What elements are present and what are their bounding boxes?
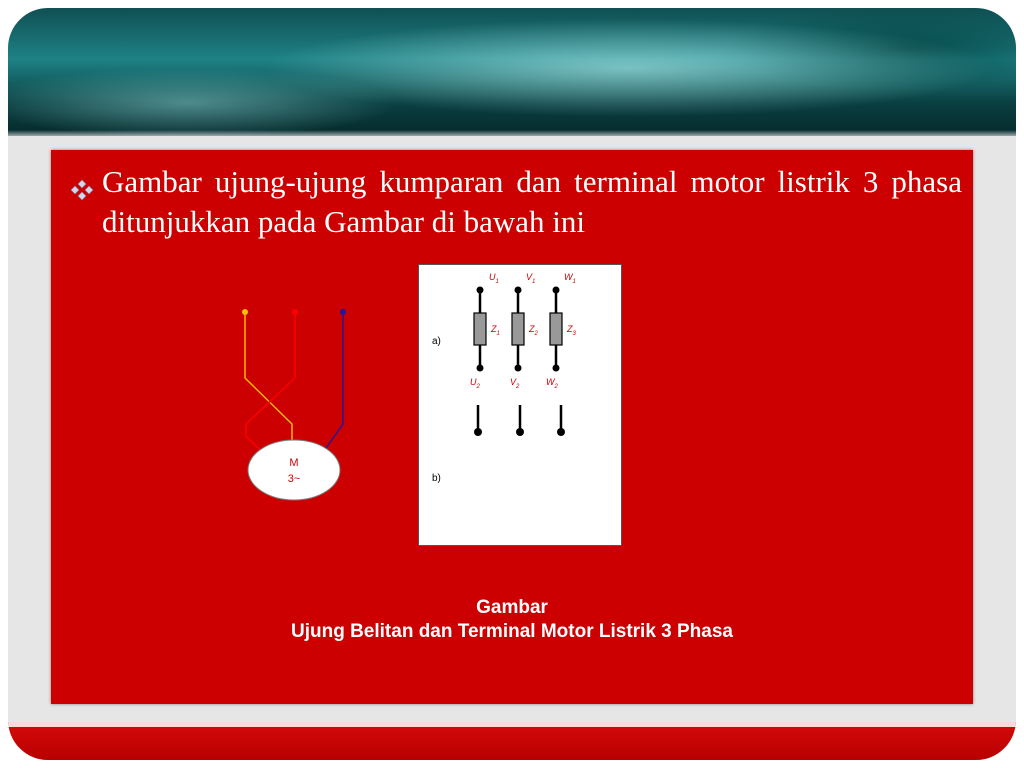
terminal-dot-w1 [553, 287, 560, 294]
label-z2: $Z_2$ [529, 324, 538, 337]
caption-subtitle: Ujung Belitan dan Terminal Motor Listrik 3 Phasa [290, 621, 733, 642]
bottom-band [8, 722, 1016, 760]
red-wire [246, 312, 295, 450]
blue-wire [326, 312, 343, 448]
winding-z2 [512, 313, 524, 345]
motor-label-m: M [289, 457, 299, 469]
terminal-dot-w2 [553, 365, 560, 372]
label-z3: $Z_3$ [567, 324, 576, 337]
motor-label-phase: 3~ [287, 473, 301, 485]
label-u1: $U_1$ [489, 272, 499, 285]
caption-title: Gambar [476, 597, 548, 618]
header-banner [8, 8, 1016, 136]
label-u2: $U_2$ [470, 377, 480, 390]
terminal-dot-u1 [477, 287, 484, 294]
terminal-dot-v1 [515, 287, 522, 294]
yellow-terminal-dot [242, 309, 248, 315]
part-a-label: a) [432, 336, 441, 347]
label-w2: $W_2$ [546, 377, 558, 390]
winding-z3 [550, 313, 562, 345]
red-terminal-dot [292, 309, 298, 315]
motor-symbol [248, 440, 340, 500]
diamond-bullet-icon [70, 162, 102, 242]
block-terminal-3 [557, 428, 565, 436]
bullet-point [70, 162, 962, 242]
yellow-wire [245, 312, 292, 450]
terminal-dot-u2 [477, 365, 484, 372]
bullet-text: Gambar ujung-ujung kumparan dan terminal motor listrik 3 phasa ditunjukkan pada Gambar di bawah ini [102, 164, 962, 239]
figure-caption [51, 596, 973, 644]
label-v2: $V_2$ [510, 377, 520, 390]
block-terminal-1 [474, 428, 482, 436]
terminal-dot-v2 [515, 365, 522, 372]
terminal-diagram-box [418, 264, 622, 546]
part-b-label: b) [432, 473, 441, 484]
winding-z1 [474, 313, 486, 345]
label-z1: $Z_1$ [491, 324, 500, 337]
blue-terminal-dot [340, 309, 346, 315]
motor-wiring-diagram [230, 300, 360, 510]
label-w1: $W_1$ [564, 272, 576, 285]
label-v1: $V_1$ [526, 272, 536, 285]
block-terminal-2 [516, 428, 524, 436]
